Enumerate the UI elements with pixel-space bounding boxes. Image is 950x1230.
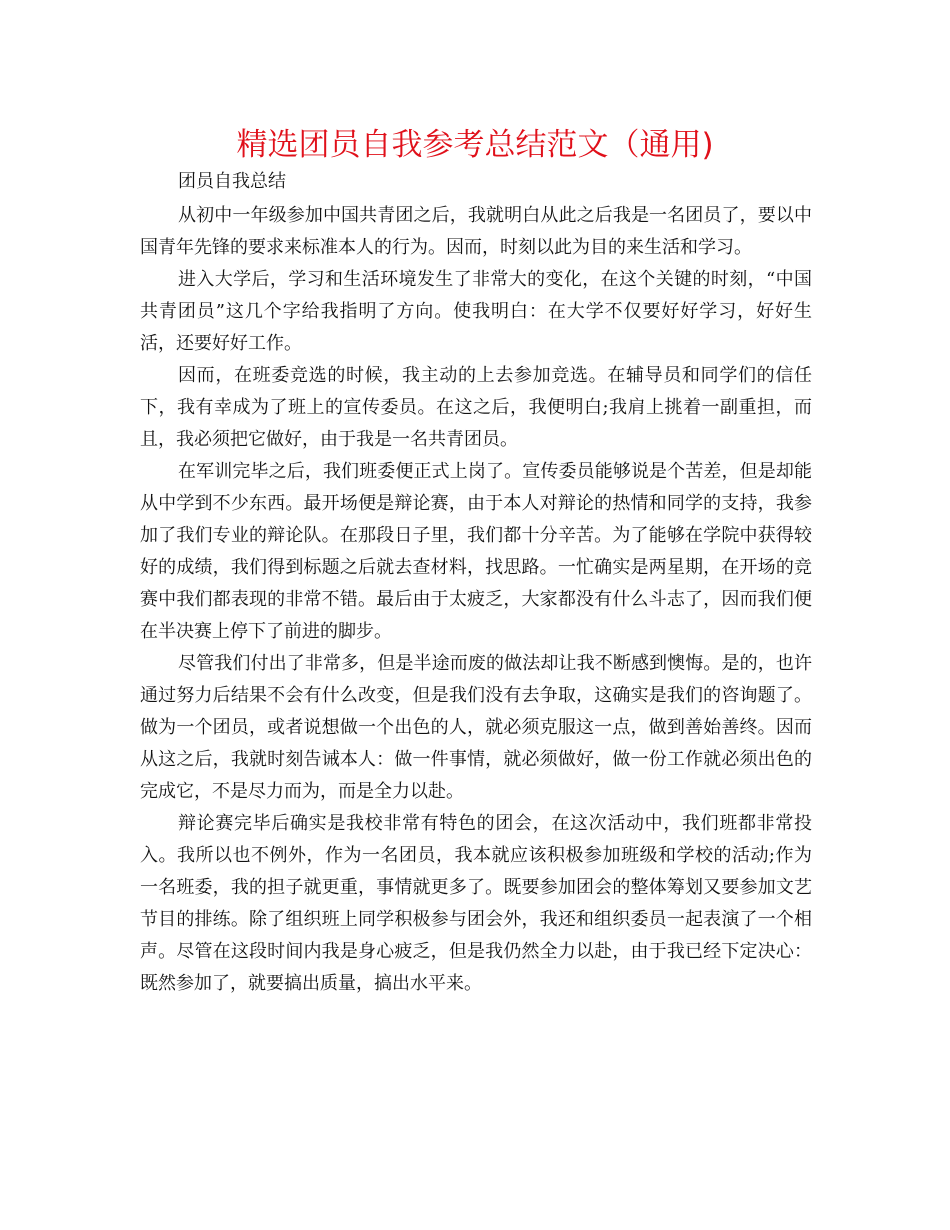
document-subheading: 团员自我总结 <box>178 171 286 192</box>
paragraph: 在军训完毕之后，我们班委便正式上岗了。宣传委员能够说是个苦差，但是却能从中学到不少东西。最开场便是辩论赛，由于本人对辩论的热情和同学的支持，我参加了我们专业的辩论队。在那段日子里，我们都十分辛苦。为了能够在学院中获得较好的成绩，我们得到标题之后就去查材料，找思路。一忙确实是两星期，在开场的竞赛中我们都表现的非常不错。最后由于太疲乏，大家都没有什么斗志了，因而我们便在半决赛上停下了前进的脚步。 <box>140 461 812 642</box>
paragraph: 因而，在班委竞选的时候，我主动的上去参加竞选。在辅导员和同学们的信任下，我有幸成为了班上的宣传委员。在这之后，我便明白;我肩上挑着一副重担，而且，我必须把它做好，由于我是一名共青团员。 <box>140 365 812 450</box>
paragraph: 辩论赛完毕后确实是我校非常有特色的团会，在这次活动中，我们班都非常投入。我所以也不例外，作为一名团员，我本就应该积极参加班级和学校的活动;作为一名班委，我的担子就更重，事情就更多了。既要参加团会的整体筹划又要参加文艺节目的排练。除了组织班上同学积极参与团会外，我还和组织委员一起表演了一个相声。尽管在这段时间内我是身心疲乏，但是我仍然全力以赴，由于我已经下定决心：既然参加了，就要搞出质量，搞出水平来。 <box>140 813 812 994</box>
document-title: 精选团员自我参考总结范文（通用) <box>236 127 714 163</box>
paragraph: 从初中一年级参加中国共青团之后，我就明白从此之后我是一名团员了，要以中国青年先锋的要求来标准本人的行为。因而，时刻以此为目的来生活和学习。 <box>140 205 812 258</box>
paragraph: 尽管我们付出了非常多，但是半途而废的做法却让我不断感到懊悔。是的，也许通过努力后结果不会有什么改变，但是我们没有去争取，这确实是我们的咨询题了。做为一个团员，或者说想做一个出色的人，就必须克服这一点，做到善始善终。因而从这之后，我就时刻告诫本人：做一件事情，就必须做好，做一份工作就必须出色的完成它，不是尽力而为，而是全力以赴。 <box>140 653 812 802</box>
paragraph: 进入大学后，学习和生活环境发生了非常大的变化，在这个关键的时刻，“中国共青团员”这几个字给我指明了方向。使我明白：在大学不仅要好好学习，好好生活，还要好好工作。 <box>140 269 812 354</box>
document-body <box>140 200 812 1000</box>
